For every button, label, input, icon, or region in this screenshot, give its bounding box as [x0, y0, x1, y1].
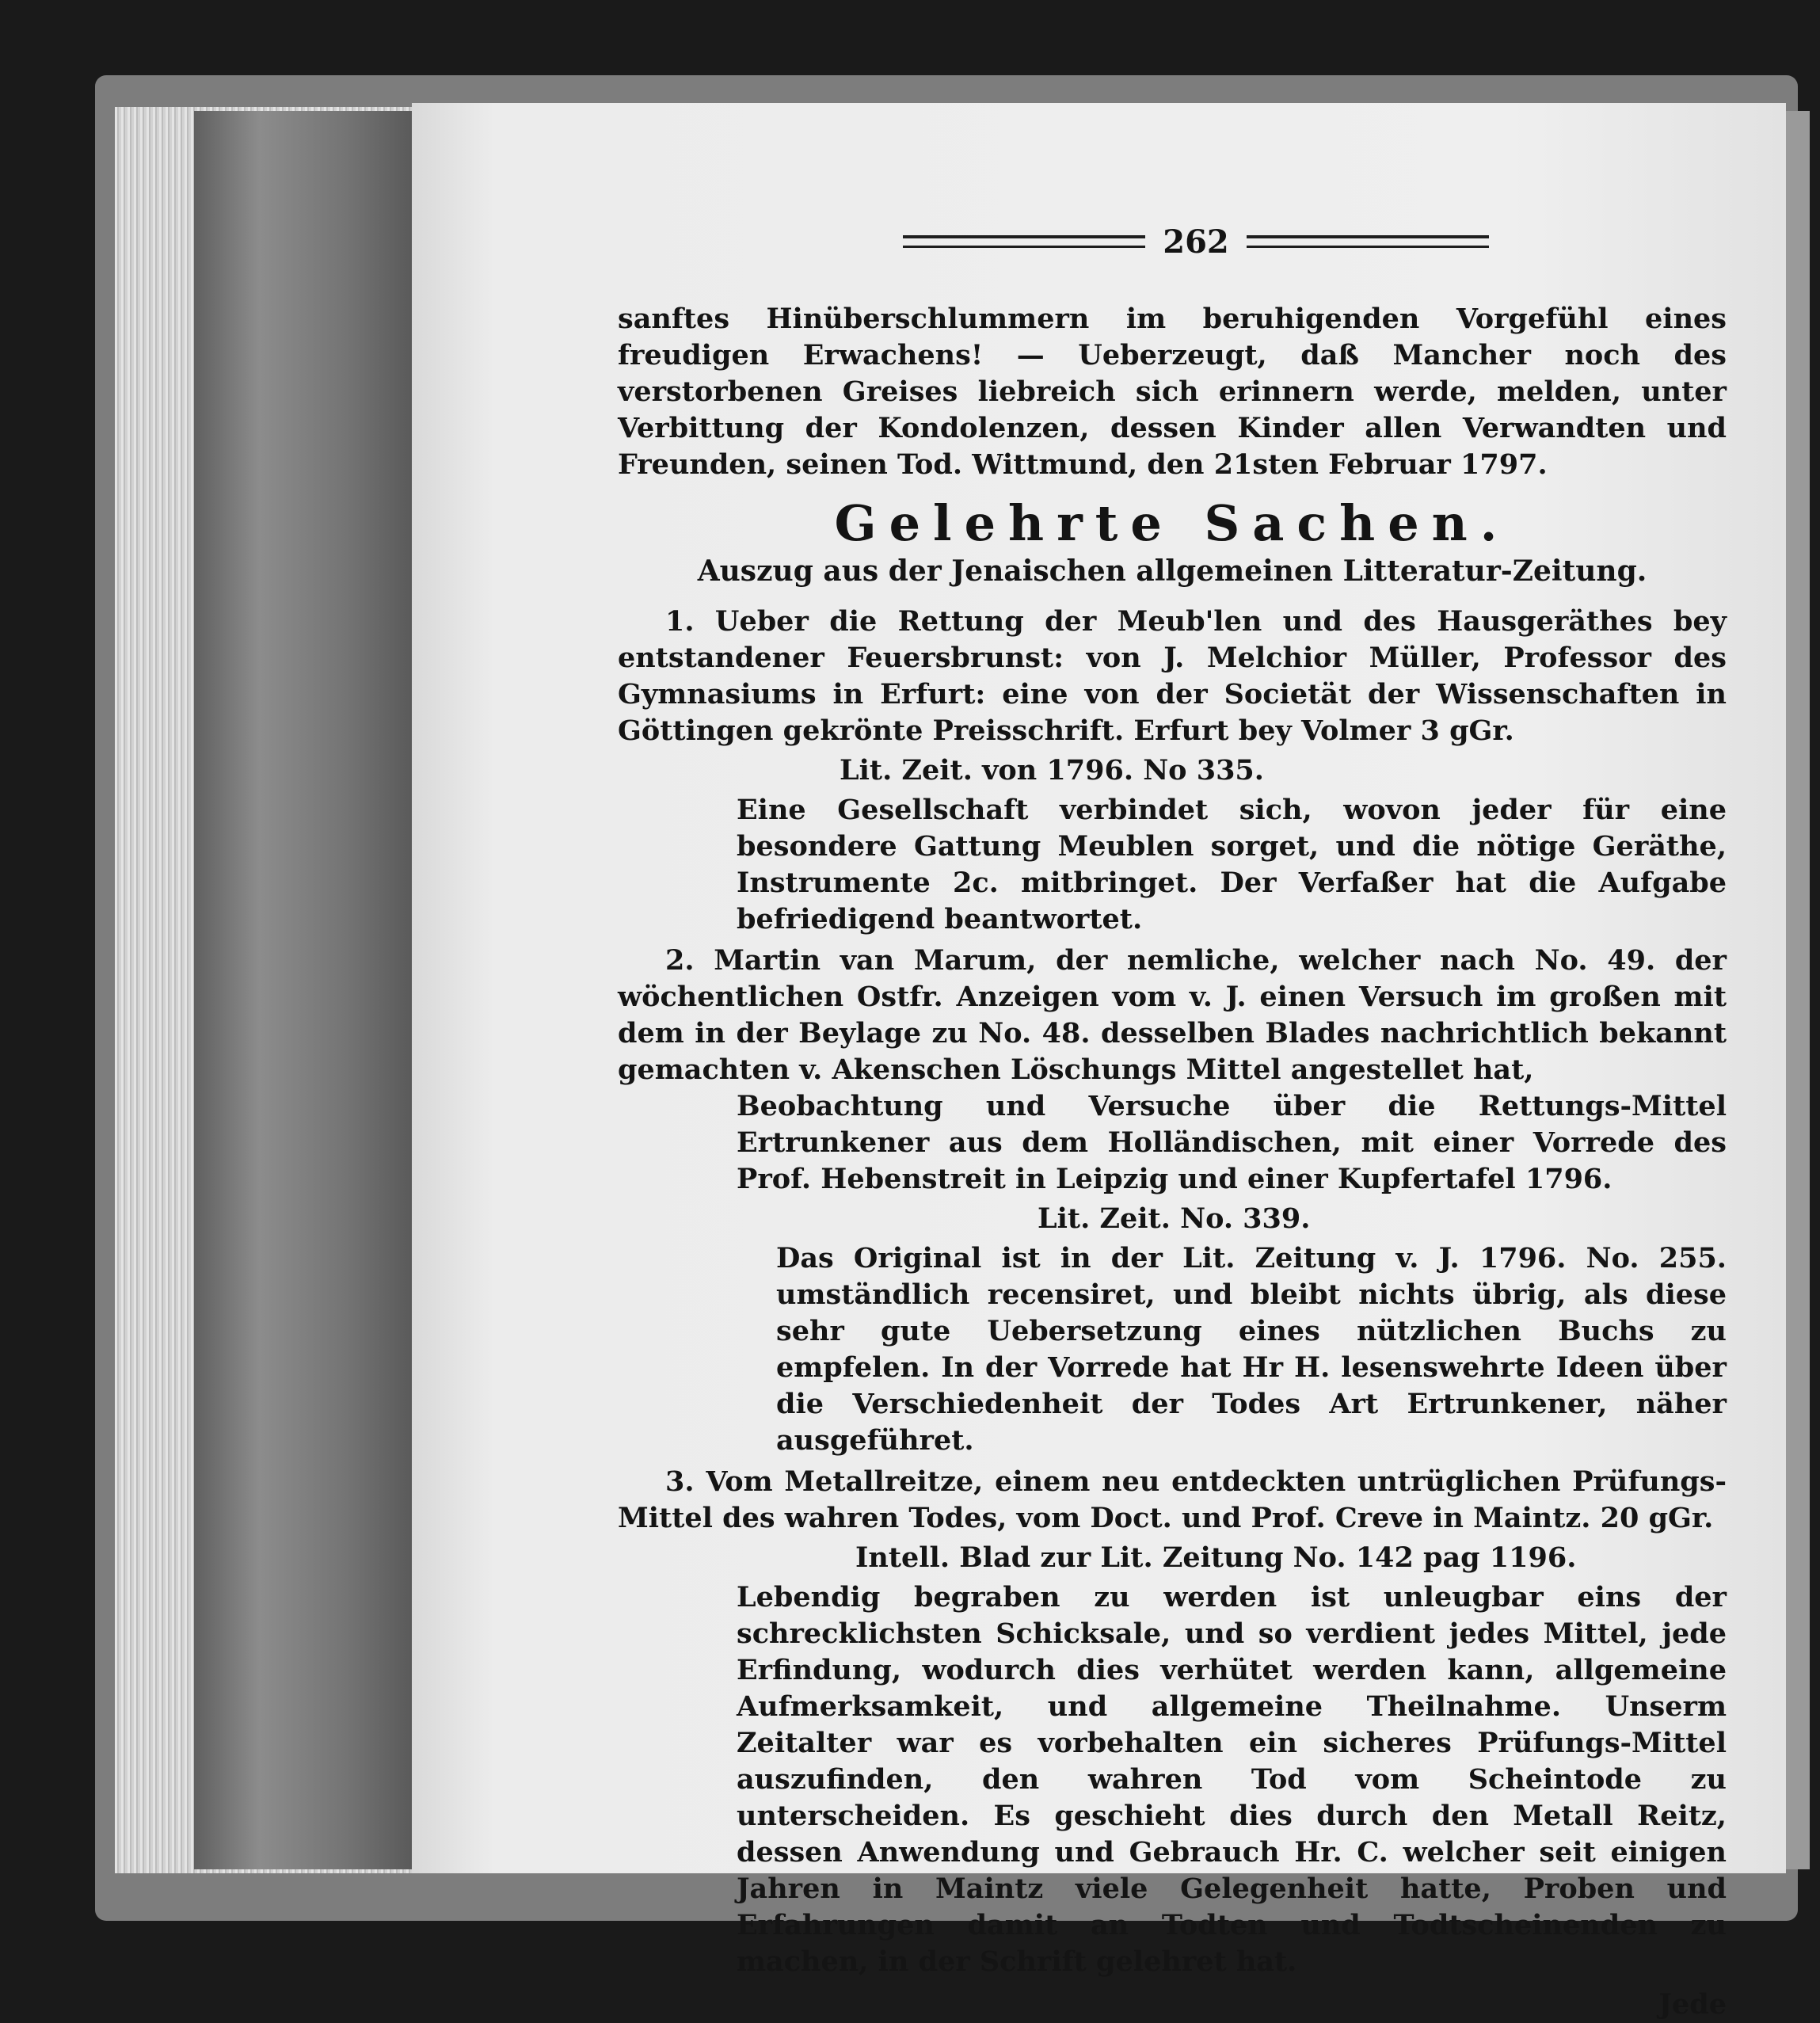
entry-number: 1.: [665, 605, 695, 638]
gutter-shadow: [194, 111, 412, 1869]
entry-number: 3.: [665, 1465, 695, 1498]
section-title: Gelehrte Sachen.: [834, 494, 1510, 552]
intro-paragraph: sanftes Hinüberschlummern im beruhigenden Vorgefühl eines freudigen Erwachens! — Ueberzeugt, daß Mancher noch des verstorbenen Greises liebreich sich erinnern werde, melden, unter Verbittung der Kondolenzen, dessen Kinder allen Verwandten und Freunden, seinen Tod. Wittmund, den 21sten Februar 1797.: [618, 303, 1727, 481]
entry-citation: Intell. Blad zur Lit. Zeitung No. 142 pag 1196.: [855, 1541, 1577, 1574]
entry-1: [618, 604, 1727, 938]
catchword: Jede: [1658, 1988, 1727, 2021]
entry-review: Das Original ist in der Lit. Zeitung v. J. 1796. No. 255. umständlich recensiret, und bleibt nichts übrig, als diese sehr gute Uebersetzung eines nützlichen Buchs zu empfelen. In der Vorrede hat Hr H. lesenswehrte Ideen über die Verschiedenheit der Todes Art Ertrunkener, näher ausgeführet.: [776, 1242, 1727, 1457]
entry-number: 2.: [665, 944, 695, 977]
entry-title-text: Vom Metallreitze, einem neu entdeckten untrüglichen Prüfungs-Mittel des wahren Todes, vom Doct. und Prof. Creve in Maintz. 20 gGr.: [618, 1465, 1727, 1534]
page-number: 262: [1163, 223, 1229, 261]
entry-title: [618, 1464, 1727, 1537]
entry-title: [618, 604, 1727, 749]
page-header: [903, 218, 1489, 265]
entry-citation: Lit. Zeit. von 1796. No 335.: [840, 754, 1264, 787]
entry-2: [618, 943, 1727, 1459]
section-subheading: Auszug aus der Jenaischen allgemeinen Litteratur-Zeitung.: [697, 554, 1647, 588]
entry-title-text: Martin van Marum, der nemliche, welcher nach No. 49. der wöchentlichen Ostfr. Anzeigen vom v. J. einen Versuch im großen mit dem in der Beylage zu No. 48. desselben Blades nachrichtlich bekannt gemachten v. Akenschen Löschungs Mittel angestellet hat,: [618, 944, 1727, 1086]
entry-review: Eine Gesellschaft verbindet sich, wovon jeder für eine besondere Gattung Meublen sorget, und die nötige Geräthe, Instrumente 2c. mitbringet. Der Verfaßer hat die Aufgabe befriedigend beantwortet.: [737, 794, 1727, 935]
entry-3: [618, 1464, 1727, 1980]
entry-review: Lebendig begraben zu werden ist unleugbar eins der schrecklichsten Schicksale, und so verdient jedes Mittel, jede Erfindung, wodurch dies verhütet werden kann, allgemeine Aufmerksamkeit, und allgemeine Theilnahme. Unserm Zeitalter war es vorbehalten ein sicheres Prüfungs-Mittel auszufinden, den wahren Tod vom Scheintode zu unterscheiden. Es geschieht dies durch den Metall Reitz, dessen Anwendung und Gebrauch Hr. C. welcher seit einigen Jahren in Maintz viele Gelegenheit hatte, Proben und Erfahrungen damit an Todten und Todtscheinenden zu machen, in der Schrift gelehret hat.: [737, 1581, 1727, 1978]
entry-title: [618, 943, 1727, 1088]
header-rule-left: [903, 235, 1145, 248]
entry-citation: Lit. Zeit. No. 339.: [1038, 1202, 1311, 1235]
entry-title-text: Ueber die Rettung der Meub'len und des Hausgeräthes bey entstandener Feuersbrunst: von J. Melchior Müller, Professor des Gymnasiums in Erfurt: eine von der Societät der Wissenschaften in Göttingen gekrönte Preisschrift. Erfurt bey Volmer 3 gGr.: [618, 605, 1727, 747]
header-rule-right: [1247, 235, 1489, 248]
page-content: [618, 301, 1727, 2023]
entry-subtitle: Beobachtung und Versuche über die Rettungs-Mittel Ertrunkener aus dem Holländischen, mit einer Vorrede des Prof. Hebenstreit in Leipzig und einer Kupfertafel 1796.: [737, 1090, 1727, 1195]
